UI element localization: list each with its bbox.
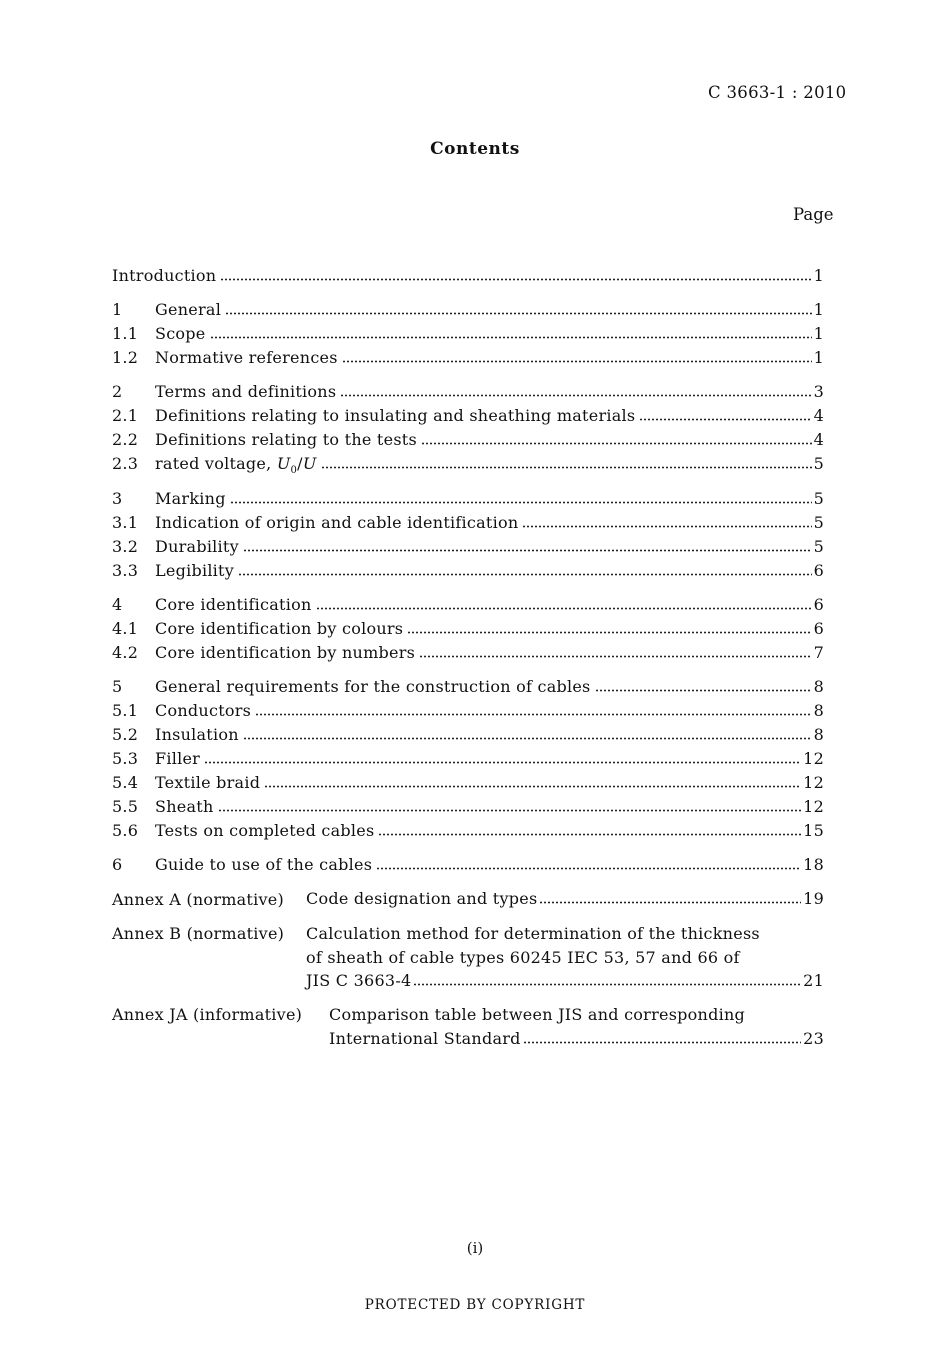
toc-entry[interactable] — [112, 489, 824, 511]
toc-number: 4.1 — [112, 619, 139, 638]
dot-leader — [316, 595, 812, 617]
toc-number: 5.4 — [112, 773, 139, 792]
toc-number: 5.5 — [112, 797, 139, 816]
toc-number: 5.1 — [112, 701, 139, 720]
toc-entry[interactable] — [112, 619, 824, 641]
dot-leader — [321, 454, 812, 476]
toc-entry[interactable] — [112, 855, 824, 877]
dot-leader — [419, 643, 811, 665]
toc-entry-text: Definitions relating to insulating and sheathing materials — [155, 406, 636, 425]
toc-entry-text: Normative references — [155, 348, 338, 367]
toc-entry[interactable] — [112, 513, 824, 535]
document-code: C 3663-1 : 2010 — [708, 83, 847, 102]
toc-page-number: 21 — [803, 971, 824, 990]
annex-title-text: Calculation method for determination of the thickness — [306, 924, 760, 943]
toc-entry-introduction[interactable] — [112, 266, 824, 288]
toc-page-number: 6 — [813, 595, 824, 614]
dot-leader — [218, 797, 802, 819]
toc-entry-text: Guide to use of the cables — [155, 855, 373, 874]
toc-page-number: 15 — [803, 821, 824, 840]
toc-entry-text: Tests on completed cables — [155, 821, 375, 840]
toc-number: 5.6 — [112, 821, 139, 840]
toc-page-number: 4 — [813, 430, 824, 449]
toc-page-number: 19 — [803, 889, 824, 908]
toc-page-number: 12 — [803, 773, 824, 792]
toc-number: 4.2 — [112, 643, 139, 662]
toc-page-number: 23 — [803, 1029, 824, 1048]
toc-number: 5 — [112, 677, 123, 696]
toc-number: 3.1 — [112, 513, 139, 532]
annex-label: Annex JA (informative) — [112, 1005, 303, 1024]
dot-leader — [639, 406, 811, 428]
toc-entry-text-part: rated voltage, — [155, 454, 272, 473]
voltage-symbol-u0: $U_0$ — [276, 454, 298, 477]
dot-leader — [225, 300, 811, 322]
toc-entry-text: Scope — [155, 324, 206, 343]
toc-number: 1.1 — [112, 324, 139, 343]
toc-entry[interactable] — [112, 773, 824, 795]
dot-leader — [421, 430, 812, 452]
toc-entry[interactable] — [112, 643, 824, 665]
toc-entry[interactable] — [112, 382, 824, 404]
toc-number: 5.2 — [112, 725, 139, 744]
annex-title-line — [306, 971, 824, 993]
toc-entry-text: Core identification by numbers — [155, 643, 416, 662]
toc-entry-text: Filler — [155, 749, 201, 768]
toc-page-number: 1 — [813, 300, 824, 319]
toc-page-number: 8 — [813, 725, 824, 744]
page-title: Contents — [430, 139, 520, 159]
toc-page-number: 3 — [813, 382, 824, 401]
annex-label: Annex A (normative) — [112, 890, 284, 909]
toc-page-number: 8 — [813, 677, 824, 696]
toc-page-number: 6 — [813, 619, 824, 638]
toc-entry[interactable] — [112, 300, 824, 322]
toc-number: 3 — [112, 489, 123, 508]
dot-leader — [378, 821, 801, 843]
dot-leader — [523, 1029, 801, 1051]
toc-number: 2.3 — [112, 454, 139, 473]
voltage-symbol-u: U — [302, 454, 317, 473]
toc-page-number: 5 — [813, 454, 824, 473]
toc-entry-text: rated voltage, $U_0/U$ — [155, 454, 317, 477]
toc-entry[interactable] — [112, 454, 824, 476]
toc-page-number: 12 — [803, 797, 824, 816]
toc-page-number: 4 — [813, 406, 824, 425]
toc-entry-text: Durability — [155, 537, 239, 556]
toc-entry[interactable] — [112, 561, 824, 583]
dot-leader — [220, 266, 811, 288]
toc-entry-text: Marking — [155, 489, 226, 508]
toc-number: 2 — [112, 382, 123, 401]
toc-entry[interactable] — [112, 537, 824, 559]
annex-title-line — [329, 1029, 824, 1051]
toc-page-number: 7 — [813, 643, 824, 662]
toc-entry-text: Core identification by colours — [155, 619, 404, 638]
toc-entry-text: Conductors — [155, 701, 252, 720]
dot-leader — [264, 773, 801, 795]
toc-number: 6 — [112, 855, 123, 874]
toc-entry[interactable] — [112, 797, 824, 819]
dot-leader — [238, 561, 812, 583]
toc-number: 3.2 — [112, 537, 139, 556]
toc-page-number: 1 — [813, 348, 824, 367]
toc-entry[interactable] — [112, 749, 824, 771]
toc-entry[interactable] — [112, 595, 824, 617]
annex-label: Annex B (normative) — [112, 924, 285, 943]
dot-leader — [407, 619, 811, 641]
toc-page-number: 18 — [803, 855, 824, 874]
toc-entry-text: Definitions relating to the tests — [155, 430, 417, 449]
toc-page-number: 5 — [813, 489, 824, 508]
toc-page-number: 5 — [813, 537, 824, 556]
dot-leader — [413, 971, 801, 993]
dot-leader — [376, 855, 801, 877]
toc-entry-text: Sheath — [155, 797, 214, 816]
annex-title-text: International Standard — [329, 1029, 521, 1048]
toc-entry-text: Terms and definitions — [155, 382, 337, 401]
toc-entry[interactable] — [112, 430, 824, 452]
toc-number: 3.3 — [112, 561, 139, 580]
toc-entry[interactable] — [112, 725, 824, 747]
toc-entry-text: General — [155, 300, 222, 319]
annex-title-text: Code designation and types — [306, 889, 538, 908]
dot-leader — [340, 382, 811, 404]
toc-page-number: 8 — [813, 701, 824, 720]
footer-page-number: (i) — [466, 1239, 484, 1257]
toc-entry-text: Textile braid — [155, 773, 261, 792]
page-column-heading: Page — [793, 205, 834, 224]
dot-leader — [243, 537, 812, 559]
annex-title-text: of sheath of cable types 60245 IEC 53, 57 and 66 of — [306, 948, 740, 967]
toc-number: 2.1 — [112, 406, 139, 425]
dot-leader — [539, 889, 801, 911]
toc-number: 1 — [112, 300, 123, 319]
toc-page-number: 1 — [813, 324, 824, 343]
toc-entry-text: Indication of origin and cable identification — [155, 513, 519, 532]
annex-title-text: JIS C 3663-4 — [306, 971, 412, 990]
toc-entry[interactable] — [112, 324, 824, 346]
toc-entry-text: Introduction — [112, 266, 217, 285]
toc-entry[interactable] — [112, 677, 824, 699]
toc-entry[interactable] — [112, 821, 824, 843]
dot-leader — [204, 749, 801, 771]
copyright-notice: PROTECTED BY COPYRIGHT — [364, 1297, 586, 1313]
annex-title-text: Comparison table between JIS and corresponding — [329, 1005, 745, 1024]
toc-number: 4 — [112, 595, 123, 614]
toc-page-number: 5 — [813, 513, 824, 532]
toc-entry[interactable] — [112, 701, 824, 723]
toc-page-number: 6 — [813, 561, 824, 580]
toc-number: 1.2 — [112, 348, 139, 367]
toc-number: 5.3 — [112, 749, 139, 768]
toc-page-number: 12 — [803, 749, 824, 768]
toc-entry-text: Core identification — [155, 595, 312, 614]
toc-entry-text: Legibility — [155, 561, 235, 580]
toc-page-number: 1 — [813, 266, 824, 285]
dot-leader — [522, 513, 811, 535]
toc-entry-text: General requirements for the construction of cables — [155, 677, 591, 696]
toc-entry[interactable] — [112, 348, 824, 370]
dot-leader — [255, 701, 811, 723]
toc-entry[interactable] — [112, 406, 824, 428]
annex-title-line — [306, 889, 824, 911]
dot-leader — [595, 677, 812, 699]
dot-leader — [210, 324, 812, 346]
toc-number: 2.2 — [112, 430, 139, 449]
toc-entry-text: Insulation — [155, 725, 239, 744]
dot-leader — [243, 725, 812, 747]
dot-leader — [230, 489, 812, 511]
dot-leader — [342, 348, 812, 370]
